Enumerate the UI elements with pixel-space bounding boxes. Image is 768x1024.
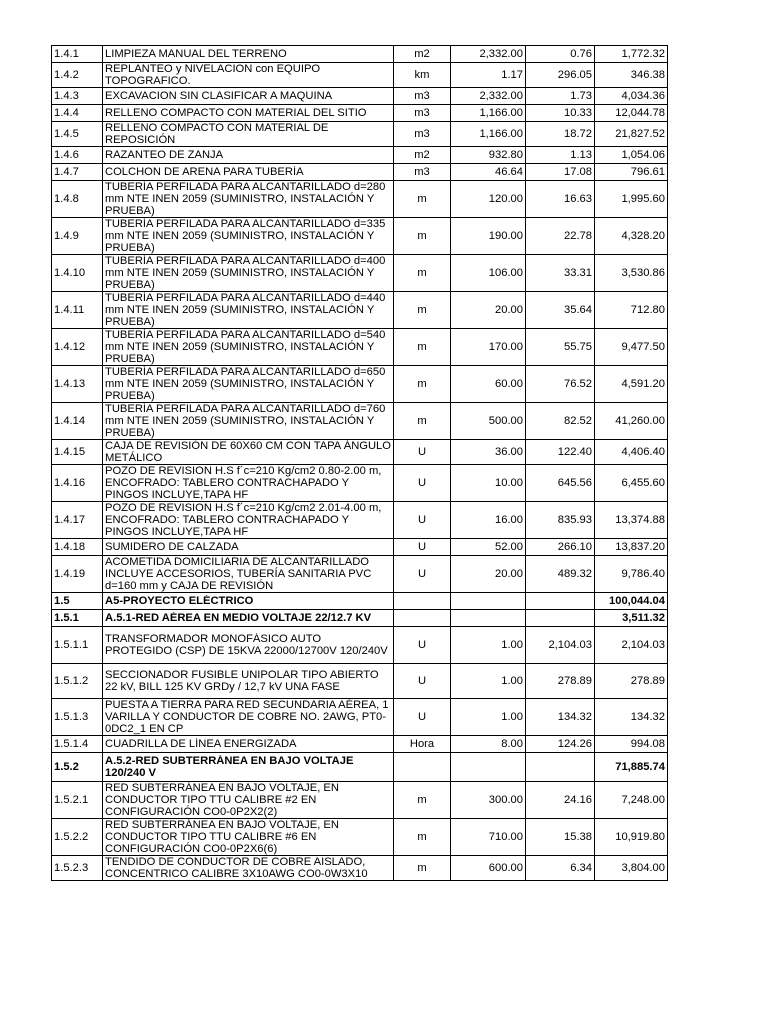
item-description-cell <box>103 819 394 856</box>
item-description-text: TUBERÍA PERFILADA PARA ALCANTARILLADO d=280 mm NTE INEN 2059 (SUMINISTRO, INSTALACIÓN Y PRUEBA) <box>105 181 386 217</box>
table-row <box>52 556 668 593</box>
item-unit-cell: Hora <box>394 736 451 753</box>
item-total-cell: 994.08 <box>595 736 668 753</box>
item-description-text: RELLENO COMPACTO CON MATERIAL DEL SITIO <box>105 107 367 119</box>
item-description-cell <box>103 292 394 329</box>
item-code-cell: 1.5.2.2 <box>52 819 103 856</box>
item-unit-cell: m <box>394 292 451 329</box>
item-unit-cell: U <box>394 440 451 465</box>
item-unit-price-cell: 296.05 <box>526 63 595 88</box>
item-code-cell: 1.5.1.3 <box>52 699 103 736</box>
item-total-cell: 71,885.74 <box>595 753 668 782</box>
item-code-cell: 1.4.16 <box>52 465 103 502</box>
item-code-cell: 1.4.17 <box>52 502 103 539</box>
item-unit-price-cell: 1.13 <box>526 147 595 164</box>
item-total-cell: 1,995.60 <box>595 181 668 218</box>
item-unit-price-cell: 82.52 <box>526 403 595 440</box>
item-description-cell <box>103 556 394 593</box>
item-code-cell: 1.4.2 <box>52 63 103 88</box>
item-quantity-cell: 106.00 <box>451 255 526 292</box>
item-quantity-cell: 600.00 <box>451 856 526 881</box>
table-row <box>52 147 668 164</box>
item-code-cell: 1.4.9 <box>52 218 103 255</box>
item-quantity-cell: 20.00 <box>451 292 526 329</box>
item-unit-price-cell: 22.78 <box>526 218 595 255</box>
item-total-cell: 1,772.32 <box>595 46 668 63</box>
item-unit-price-cell: 489.32 <box>526 556 595 593</box>
table-row <box>52 105 668 122</box>
item-unit-price-cell: 55.75 <box>526 329 595 366</box>
table-row <box>52 164 668 181</box>
item-total-cell: 3,511.32 <box>595 610 668 627</box>
item-unit-price-cell: 33.31 <box>526 255 595 292</box>
item-unit-cell: m <box>394 329 451 366</box>
item-code-cell: 1.4.19 <box>52 556 103 593</box>
item-quantity-cell: 20.00 <box>451 556 526 593</box>
item-quantity-cell: 10.00 <box>451 465 526 502</box>
table-row <box>52 122 668 147</box>
item-unit-price-cell: 17.08 <box>526 164 595 181</box>
item-unit-cell: m3 <box>394 122 451 147</box>
item-code-cell: 1.4.12 <box>52 329 103 366</box>
table-row <box>52 218 668 255</box>
item-description-text: TUBERÍA PERFILADA PARA ALCANTARILLADO d=440 mm NTE INEN 2059 (SUMINISTRO, INSTALACIÓN Y PRUEBA) <box>105 292 386 328</box>
item-total-cell: 7,248.00 <box>595 782 668 819</box>
item-total-cell: 796.61 <box>595 164 668 181</box>
item-total-cell: 13,837.20 <box>595 539 668 556</box>
item-total-cell: 4,034.36 <box>595 88 668 105</box>
item-description-cell <box>103 63 394 88</box>
item-code-cell: 1.5.2.3 <box>52 856 103 881</box>
item-unit-price-cell: 2,104.03 <box>526 627 595 664</box>
item-unit-cell: U <box>394 627 451 664</box>
item-unit-price-cell <box>526 753 595 782</box>
item-description-text: A.5.2-RED SUBTERRÁNEA EN BAJO VOLTAJE 120/240 V <box>105 755 354 779</box>
item-unit-cell: m <box>394 218 451 255</box>
item-unit-price-cell: 0.76 <box>526 46 595 63</box>
item-total-cell: 4,591.20 <box>595 366 668 403</box>
table-row <box>52 181 668 218</box>
budget-table-body <box>52 46 668 881</box>
item-code-cell: 1.4.6 <box>52 147 103 164</box>
item-total-cell: 134.32 <box>595 699 668 736</box>
item-description-text: RED SUBTERRÁNEA EN BAJO VOLTAJE, EN CONDUCTOR TIPO TTU CALIBRE #6 EN CONFIGURACIÓN CO0-0P2X6(6) <box>105 819 339 855</box>
item-description-cell <box>103 440 394 465</box>
table-row <box>52 502 668 539</box>
table-row <box>52 627 668 664</box>
item-total-cell: 4,328.20 <box>595 218 668 255</box>
item-unit-cell: km <box>394 63 451 88</box>
item-unit-price-cell: 278.89 <box>526 664 595 699</box>
item-unit-cell: m <box>394 856 451 881</box>
item-description-cell <box>103 366 394 403</box>
item-total-cell: 100,044.04 <box>595 593 668 610</box>
item-description-text: TENDIDO DE CONDUCTOR DE COBRE AISLADO, CONCENTRICO CALIBRE 3X10AWG CO0-0W3X10 <box>105 856 368 880</box>
item-description-cell <box>103 46 394 63</box>
item-description-text: TUBERÍA PERFILADA PARA ALCANTARILLADO d=400 mm NTE INEN 2059 (SUMINISTRO, INSTALACIÓN Y PRUEBA) <box>105 255 386 291</box>
item-description-text: SUMIDERO DE CALZADA <box>105 541 239 553</box>
table-row <box>52 440 668 465</box>
item-description-text: TUBERÍA PERFILADA PARA ALCANTARILLADO d=335 mm NTE INEN 2059 (SUMINISTRO, INSTALACIÓN Y PRUEBA) <box>105 218 386 254</box>
item-description-cell <box>103 255 394 292</box>
item-description-cell <box>103 782 394 819</box>
item-code-cell: 1.5.2.1 <box>52 782 103 819</box>
item-description-cell <box>103 105 394 122</box>
table-row <box>52 699 668 736</box>
item-total-cell: 712.80 <box>595 292 668 329</box>
item-quantity-cell: 932.80 <box>451 147 526 164</box>
item-unit-cell <box>394 593 451 610</box>
item-description-cell <box>103 610 394 627</box>
item-description-cell <box>103 147 394 164</box>
section-row <box>52 753 668 782</box>
item-quantity-cell: 120.00 <box>451 181 526 218</box>
item-quantity-cell <box>451 593 526 610</box>
item-unit-cell: U <box>394 699 451 736</box>
table-row <box>52 63 668 88</box>
item-description-cell <box>103 539 394 556</box>
item-unit-price-cell <box>526 593 595 610</box>
item-unit-cell: m <box>394 366 451 403</box>
item-unit-price-cell <box>526 610 595 627</box>
item-unit-cell: m <box>394 403 451 440</box>
table-row <box>52 329 668 366</box>
item-total-cell: 13,374.88 <box>595 502 668 539</box>
item-total-cell: 3,530.86 <box>595 255 668 292</box>
table-row <box>52 88 668 105</box>
item-description-text: RELLENO COMPACTO CON MATERIAL DE REPOSICIÓN <box>105 122 329 146</box>
item-quantity-cell: 8.00 <box>451 736 526 753</box>
item-description-cell <box>103 856 394 881</box>
item-description-text: RAZANTEO DE ZANJA <box>105 149 224 161</box>
item-description-cell <box>103 699 394 736</box>
item-unit-cell: U <box>394 664 451 699</box>
item-unit-price-cell: 15.38 <box>526 819 595 856</box>
item-quantity-cell: 300.00 <box>451 782 526 819</box>
item-description-text: TUBERÍA PERFILADA PARA ALCANTARILLADO d=760 mm NTE INEN 2059 (SUMINISTRO, INSTALACIÓN Y PRUEBA) <box>105 403 386 439</box>
item-description-cell <box>103 465 394 502</box>
item-description-text: ACOMETIDA DOMICILIARIA DE ALCANTARILLADO INCLUYE ACCESORIOS, TUBERÍA SANITARIA PVC d=160 mm y CAJA DE REVISIÓN <box>105 556 372 592</box>
item-quantity-cell: 1.00 <box>451 664 526 699</box>
item-total-cell: 278.89 <box>595 664 668 699</box>
table-row <box>52 664 668 699</box>
item-description-cell <box>103 329 394 366</box>
item-description-text: TUBERÍA PERFILADA PARA ALCANTARILLADO d=650 mm NTE INEN 2059 (SUMINISTRO, INSTALACIÓN Y PRUEBA) <box>105 366 386 402</box>
item-description-text: COLCHON DE ARENA PARA TUBERÍA <box>105 166 304 178</box>
item-quantity-cell: 46.64 <box>451 164 526 181</box>
table-row <box>52 292 668 329</box>
item-quantity-cell: 710.00 <box>451 819 526 856</box>
item-unit-price-cell: 835.93 <box>526 502 595 539</box>
item-total-cell: 21,827.52 <box>595 122 668 147</box>
item-total-cell: 6,455.60 <box>595 465 668 502</box>
item-description-text: POZO DE REVISION H.S f´c=210 Kg/cm2 0.80-2.00 m, ENCOFRADO: TABLERO CONTRACHAPADO Y PINGOS INCLUYE,TAPA HF <box>105 465 382 501</box>
item-total-cell: 12,044.78 <box>595 105 668 122</box>
item-description-text: TUBERÍA PERFILADA PARA ALCANTARILLADO d=540 mm NTE INEN 2059 (SUMINISTRO, INSTALACIÓN Y PRUEBA) <box>105 329 386 365</box>
item-unit-price-cell: 645.56 <box>526 465 595 502</box>
item-quantity-cell <box>451 753 526 782</box>
item-code-cell: 1.4.3 <box>52 88 103 105</box>
item-quantity-cell: 36.00 <box>451 440 526 465</box>
table-row <box>52 856 668 881</box>
item-quantity-cell: 1,166.00 <box>451 105 526 122</box>
item-description-cell <box>103 664 394 699</box>
item-description-cell <box>103 593 394 610</box>
item-unit-cell: m3 <box>394 105 451 122</box>
item-total-cell: 4,406.40 <box>595 440 668 465</box>
item-unit-price-cell: 16.63 <box>526 181 595 218</box>
item-unit-price-cell: 76.52 <box>526 366 595 403</box>
item-unit-cell: U <box>394 556 451 593</box>
item-description-text: REPLANTEO y NIVELACION con EQUIPO TOPOGRAFICO. <box>105 63 321 87</box>
item-unit-price-cell: 1.73 <box>526 88 595 105</box>
table-row <box>52 539 668 556</box>
item-code-cell: 1.4.1 <box>52 46 103 63</box>
item-description-text: EXCAVACION SIN CLASIFICAR A MAQUINA <box>105 90 333 102</box>
item-quantity-cell: 1.17 <box>451 63 526 88</box>
item-quantity-cell: 1.00 <box>451 699 526 736</box>
budget-table <box>51 45 668 881</box>
table-row <box>52 255 668 292</box>
item-unit-price-cell: 24.16 <box>526 782 595 819</box>
item-description-text: SECCIONADOR FUSIBLE UNIPOLAR TIPO ABIERTO 22 kV, BILL 125 KV GRDy / 12,7 kV UNA FASE <box>105 669 379 693</box>
item-total-cell: 2,104.03 <box>595 627 668 664</box>
item-code-cell: 1.4.7 <box>52 164 103 181</box>
item-unit-cell <box>394 753 451 782</box>
item-quantity-cell: 500.00 <box>451 403 526 440</box>
item-quantity-cell <box>451 610 526 627</box>
table-row <box>52 465 668 502</box>
table-row <box>52 403 668 440</box>
item-code-cell: 1.4.11 <box>52 292 103 329</box>
item-description-cell <box>103 122 394 147</box>
item-description-cell <box>103 753 394 782</box>
item-unit-cell: m <box>394 181 451 218</box>
item-total-cell: 9,477.50 <box>595 329 668 366</box>
table-row <box>52 366 668 403</box>
item-unit-cell: U <box>394 465 451 502</box>
item-quantity-cell: 1.00 <box>451 627 526 664</box>
item-total-cell: 3,804.00 <box>595 856 668 881</box>
item-description-text: A.5.1-RED AÉREA EN MEDIO VOLTAJE 22/12.7 KV <box>105 612 372 624</box>
item-code-cell: 1.4.13 <box>52 366 103 403</box>
item-total-cell: 10,919.80 <box>595 819 668 856</box>
item-unit-cell: m <box>394 782 451 819</box>
item-description-cell <box>103 181 394 218</box>
item-description-cell <box>103 736 394 753</box>
table-row <box>52 782 668 819</box>
item-code-cell: 1.5.1.4 <box>52 736 103 753</box>
item-unit-cell: m3 <box>394 88 451 105</box>
item-quantity-cell: 52.00 <box>451 539 526 556</box>
item-quantity-cell: 1,166.00 <box>451 122 526 147</box>
item-total-cell: 9,786.40 <box>595 556 668 593</box>
item-unit-cell: U <box>394 539 451 556</box>
item-code-cell: 1.5.2 <box>52 753 103 782</box>
item-unit-cell: m3 <box>394 164 451 181</box>
item-code-cell: 1.4.8 <box>52 181 103 218</box>
item-unit-price-cell: 122.40 <box>526 440 595 465</box>
item-unit-cell <box>394 610 451 627</box>
item-unit-price-cell: 18.72 <box>526 122 595 147</box>
item-code-cell: 1.4.5 <box>52 122 103 147</box>
item-unit-price-cell: 134.32 <box>526 699 595 736</box>
item-total-cell: 1,054.06 <box>595 147 668 164</box>
item-quantity-cell: 170.00 <box>451 329 526 366</box>
item-description-text: RED SUBTERRÁNEA EN BAJO VOLTAJE, EN CONDUCTOR TIPO TTU CALIBRE #2 EN CONFIGURACIÓN CO0-0P2X2(2) <box>105 782 339 818</box>
item-description-text: LIMPIEZA MANUAL DEL TERRENO <box>105 48 287 60</box>
item-description-cell <box>103 502 394 539</box>
item-code-cell: 1.4.14 <box>52 403 103 440</box>
item-unit-price-cell: 124.26 <box>526 736 595 753</box>
item-quantity-cell: 16.00 <box>451 502 526 539</box>
item-description-text: CUADRILLA DE LÍNEA ENERGIZADA <box>105 738 297 750</box>
item-description-text: A5-PROYECTO ELÉCTRICO <box>105 595 254 607</box>
item-code-cell: 1.5.1.2 <box>52 664 103 699</box>
item-unit-cell: m2 <box>394 147 451 164</box>
item-code-cell: 1.4.4 <box>52 105 103 122</box>
item-description-text: TRANSFORMADOR MONOFÁSICO AUTO PROTEGIDO (CSP) DE 15KVA 22000/12700V 120/240V <box>105 633 388 657</box>
table-row <box>52 819 668 856</box>
item-code-cell: 1.4.10 <box>52 255 103 292</box>
item-total-cell: 346.38 <box>595 63 668 88</box>
item-description-cell <box>103 88 394 105</box>
item-unit-cell: m2 <box>394 46 451 63</box>
item-description-cell <box>103 403 394 440</box>
item-description-text: CAJA DE REVISIÓN DE 60X60 CM CON TAPA ÁNGULO METÁLICO <box>105 440 391 464</box>
item-code-cell: 1.5.1.1 <box>52 627 103 664</box>
item-code-cell: 1.5.1 <box>52 610 103 627</box>
item-description-cell <box>103 164 394 181</box>
item-quantity-cell: 2,332.00 <box>451 88 526 105</box>
section-row <box>52 610 668 627</box>
item-description-cell <box>103 218 394 255</box>
item-description-text: POZO DE REVISION H.S f´c=210 Kg/cm2 2.01-4.00 m, ENCOFRADO: TABLERO CONTRACHAPADO Y PINGOS INCLUYE,TAPA HF <box>105 502 382 538</box>
item-total-cell: 41,260.00 <box>595 403 668 440</box>
item-unit-cell: U <box>394 502 451 539</box>
item-description-cell <box>103 627 394 664</box>
section-row <box>52 593 668 610</box>
item-code-cell: 1.4.18 <box>52 539 103 556</box>
item-description-text: PUESTA A TIERRA PARA RED SECUNDARIA AÉREA, 1 VARILLA Y CONDUCTOR DE COBRE NO. 2AWG, PT0-0DC2_1 EN CP <box>105 699 389 735</box>
item-quantity-cell: 2,332.00 <box>451 46 526 63</box>
item-unit-price-cell: 6.34 <box>526 856 595 881</box>
item-quantity-cell: 190.00 <box>451 218 526 255</box>
table-row <box>52 46 668 63</box>
item-unit-cell: m <box>394 255 451 292</box>
item-unit-price-cell: 10.33 <box>526 105 595 122</box>
item-unit-price-cell: 35.64 <box>526 292 595 329</box>
item-code-cell: 1.5 <box>52 593 103 610</box>
item-unit-cell: m <box>394 819 451 856</box>
table-row <box>52 736 668 753</box>
item-unit-price-cell: 266.10 <box>526 539 595 556</box>
item-quantity-cell: 60.00 <box>451 366 526 403</box>
item-code-cell: 1.4.15 <box>52 440 103 465</box>
